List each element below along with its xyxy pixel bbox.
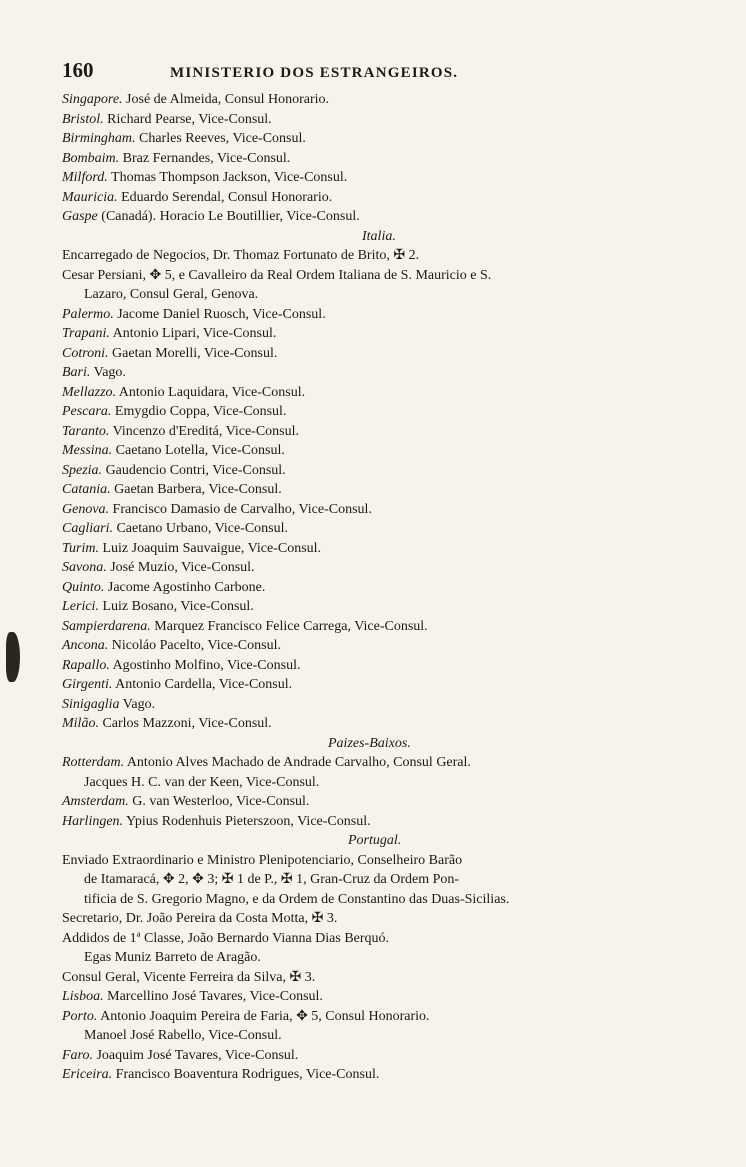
entry-text: Antonio Lipari, Vice-Consul. <box>109 326 277 341</box>
place-name: Ancona. <box>62 638 109 653</box>
page-header <box>62 58 702 90</box>
entry-line <box>62 305 702 325</box>
entry-line <box>62 909 702 929</box>
entry-text: Francisco Boaventura Rodrigues, Vice-Consul. <box>112 1067 380 1082</box>
place-name: Spezia. <box>62 462 103 478</box>
entry-text: tificia de S. Gregorio Magno, e da Ordem de Constantino das Duas-Sicilias. <box>84 891 510 907</box>
consular-list-portugal <box>62 851 702 1085</box>
entry-text: Gaetan Barbera, Vice-Consul. <box>110 482 282 497</box>
entry-line <box>62 129 702 149</box>
entry-line <box>62 656 702 676</box>
place-name: Bristol. <box>62 111 104 127</box>
place-name: Trapani. <box>62 326 110 341</box>
entry-text: José Muzio, Vice-Consul. <box>106 560 255 575</box>
entry-text: Caetano Urbano, Vice-Consul. <box>112 521 288 536</box>
entry-text: Richard Pearse, Vice-Consul. <box>103 111 272 127</box>
entry-line <box>62 207 702 227</box>
place-name: Milão. <box>62 716 99 731</box>
entry-line <box>62 480 702 500</box>
entry-line <box>62 539 702 559</box>
entry-text: Eduardo Serendal, Consul Honorario. <box>117 189 333 205</box>
entry-line <box>62 363 702 383</box>
entry-text: Carlos Mazzoni, Vice-Consul. <box>98 716 272 731</box>
entry-text: G. van Westerloo, Vice-Consul. <box>128 794 310 809</box>
entry-line <box>62 90 702 110</box>
entry-text: Joaquim José Tavares, Vice-Consul. <box>92 1047 299 1063</box>
entry-line <box>62 792 702 812</box>
place-name: Catania. <box>62 482 111 497</box>
entry-text: Jacome Daniel Ruosch, Vice-Consul. <box>113 306 326 322</box>
place-name: Lisboa. <box>62 989 104 1004</box>
place-name: Bari. <box>62 365 91 380</box>
entry-line <box>62 578 702 598</box>
entry-text: Consul Geral, Vicente Ferreira da Silva, ✠ 3. <box>62 969 316 985</box>
entry-line <box>62 558 702 578</box>
entry-line <box>62 383 702 403</box>
place-name: Messina. <box>62 443 113 458</box>
place-name: Girgenti. <box>62 677 113 692</box>
place-name: Palermo. <box>62 306 114 322</box>
entry-text: Antonio Laquidara, Vice-Consul. <box>116 384 306 400</box>
place-name: Amsterdam. <box>62 794 129 809</box>
place-name: Faro. <box>62 1047 93 1063</box>
consular-list-britain <box>62 90 702 227</box>
entry-text: Addidos de 1ª Classe, João Bernardo Vianna Dias Berquó. <box>62 930 390 946</box>
entry-text: Marquez Francisco Felice Carrega, Vice-Consul. <box>150 618 428 634</box>
entry-text: Gaetan Morelli, Vice-Consul. <box>108 345 278 361</box>
place-name: Birmingham. <box>62 131 136 146</box>
entry-line <box>62 597 702 617</box>
place-name: Milford. <box>62 170 108 185</box>
entry-line <box>62 851 702 871</box>
entry-line <box>62 344 702 364</box>
entry-line <box>62 402 702 422</box>
entry-line <box>62 929 702 949</box>
entry-text: Enviado Extraordinario e Ministro Plenipotenciario, Conselheiro Barão <box>62 852 463 868</box>
entry-line <box>62 636 702 656</box>
entry-text: Luiz Joaquim Sauvaigue, Vice-Consul. <box>98 540 322 556</box>
entry-text: Francisco Damasio de Carvalho, Vice-Consul. <box>109 501 372 517</box>
entry-text: Antonio Joaquim Pereira de Faria, ✥ 5, Consul Honorario. <box>97 1008 430 1024</box>
entry-text: Vago. <box>90 365 126 380</box>
entry-line <box>62 266 702 286</box>
entry-text: Nicoláo Pacelto, Vice-Consul. <box>108 638 281 653</box>
entry-text: Lazaro, Consul Geral, Genova. <box>84 287 259 302</box>
entry-line <box>62 519 702 539</box>
entry-line <box>62 1007 702 1027</box>
entry-line <box>62 285 702 305</box>
entry-line <box>62 753 702 773</box>
entry-line <box>62 1046 702 1066</box>
place-name: Cagliari. <box>62 521 113 536</box>
running-head: MINISTERIO DOS ESTRANGEIROS. <box>170 65 459 81</box>
entry-text: Antonio Cardella, Vice-Consul. <box>112 677 293 692</box>
entry-line <box>62 714 702 734</box>
place-name: Singapore. <box>62 92 123 107</box>
entry-line <box>62 968 702 988</box>
entry-text: Agostinho Molfino, Vice-Consul. <box>109 657 301 673</box>
entry-text: Manoel José Rabello, Vice-Consul. <box>84 1028 282 1043</box>
entry-line <box>62 890 702 910</box>
entry-line <box>62 500 702 520</box>
entry-text: Egas Muniz Barreto de Aragão. <box>84 950 261 965</box>
section-heading-portugal: Portugal. <box>348 833 402 848</box>
entry-text: Ypius Rodenhuis Pieterszoon, Vice-Consul. <box>123 813 371 829</box>
entry-text: Encarregado de Negocios, Dr. Thomaz Fortunato de Brito, ✠ 2. <box>62 248 420 263</box>
place-name: Taranto. <box>62 423 110 439</box>
consular-list-italia <box>62 246 702 734</box>
place-name: Genova. <box>62 501 110 517</box>
entry-text: Braz Fernandes, Vice-Consul. <box>119 150 291 166</box>
place-name: Porto. <box>62 1008 98 1024</box>
page-edge-ink-mark <box>6 632 20 682</box>
entry-line <box>62 246 702 266</box>
section-heading-paizes-baixos: Paizes-Baixos. <box>328 735 411 751</box>
place-name: Sinigaglia <box>62 696 120 712</box>
entry-text: Luiz Bosano, Vice-Consul. <box>98 599 254 614</box>
entry-line <box>62 168 702 188</box>
entry-line <box>62 695 702 715</box>
document-page <box>62 58 702 1085</box>
place-name: Cotroni. <box>62 345 109 361</box>
entry-text: Vago. <box>119 696 156 712</box>
entry-line <box>62 812 702 832</box>
consular-list-paizes-baixos <box>62 753 702 831</box>
place-name: Quinto. <box>62 579 105 595</box>
entry-line <box>62 948 702 968</box>
place-name: Ericeira. <box>62 1067 113 1082</box>
entry-line <box>62 1026 702 1046</box>
entry-line <box>62 1065 702 1085</box>
entry-text: Secretario, Dr. João Pereira da Costa Motta, ✠ 3. <box>62 911 338 926</box>
place-name: Turim. <box>62 540 99 556</box>
entry-line <box>62 617 702 637</box>
entry-line <box>62 987 702 1007</box>
entry-line <box>62 149 702 169</box>
place-name: Mauricia. <box>62 189 118 205</box>
entry-text: Thomas Thompson Jackson, Vice-Consul. <box>107 170 348 185</box>
entry-text: Antonio Alves Machado de Andrade Carvalho, Consul Geral. <box>124 755 471 770</box>
entry-text: Gaudencio Contri, Vice-Consul. <box>102 462 286 478</box>
entry-text: de Itamaracá, ✥ 2, ✥ 3; ✠ 1 de P., ✠ 1, Gran-Cruz da Ordem Pon- <box>84 872 460 887</box>
place-name: Bombaim. <box>62 150 120 166</box>
entry-text: (Canadá). Horacio Le Boutillier, Vice-Consul. <box>97 209 360 224</box>
entry-text: Vincenzo d'Ereditá, Vice-Consul. <box>109 423 300 439</box>
entry-text: Emygdio Coppa, Vice-Consul. <box>111 404 287 419</box>
entry-line <box>62 110 702 130</box>
entry-text: Caetano Lotella, Vice-Consul. <box>112 443 285 458</box>
place-name: Harlingen. <box>62 813 124 829</box>
entry-line <box>62 461 702 481</box>
place-name: Rapallo. <box>62 657 110 673</box>
entry-text: Charles Reeves, Vice-Consul. <box>135 131 306 146</box>
entry-line <box>62 870 702 890</box>
entry-text: José de Almeida, Consul Honorario. <box>122 92 330 107</box>
entry-text: Cesar Persiani, ✥ 5, e Cavalleiro da Real Ordem Italiana de S. Mauricio e S. <box>62 267 492 283</box>
place-name: Mellazzo. <box>62 384 117 400</box>
section-heading-italia: Italia. <box>362 228 396 244</box>
entry-line <box>62 675 702 695</box>
entry-line <box>62 773 702 793</box>
entry-text: Jacques H. C. van der Keen, Vice-Consul. <box>84 774 320 790</box>
page-number: 160 <box>62 58 94 82</box>
place-name: Lerici. <box>62 599 99 614</box>
place-name: Gaspe <box>62 209 98 224</box>
entry-line <box>62 324 702 344</box>
entry-line <box>62 441 702 461</box>
entry-text: Jacome Agostinho Carbone. <box>104 579 266 595</box>
entry-line <box>62 422 702 442</box>
place-name: Savona. <box>62 560 107 575</box>
entry-line <box>62 188 702 208</box>
place-name: Rotterdam. <box>62 755 125 770</box>
place-name: Sampierdarena. <box>62 618 151 634</box>
place-name: Pescara. <box>62 404 112 419</box>
entry-text: Marcellino José Tavares, Vice-Consul. <box>103 989 323 1004</box>
